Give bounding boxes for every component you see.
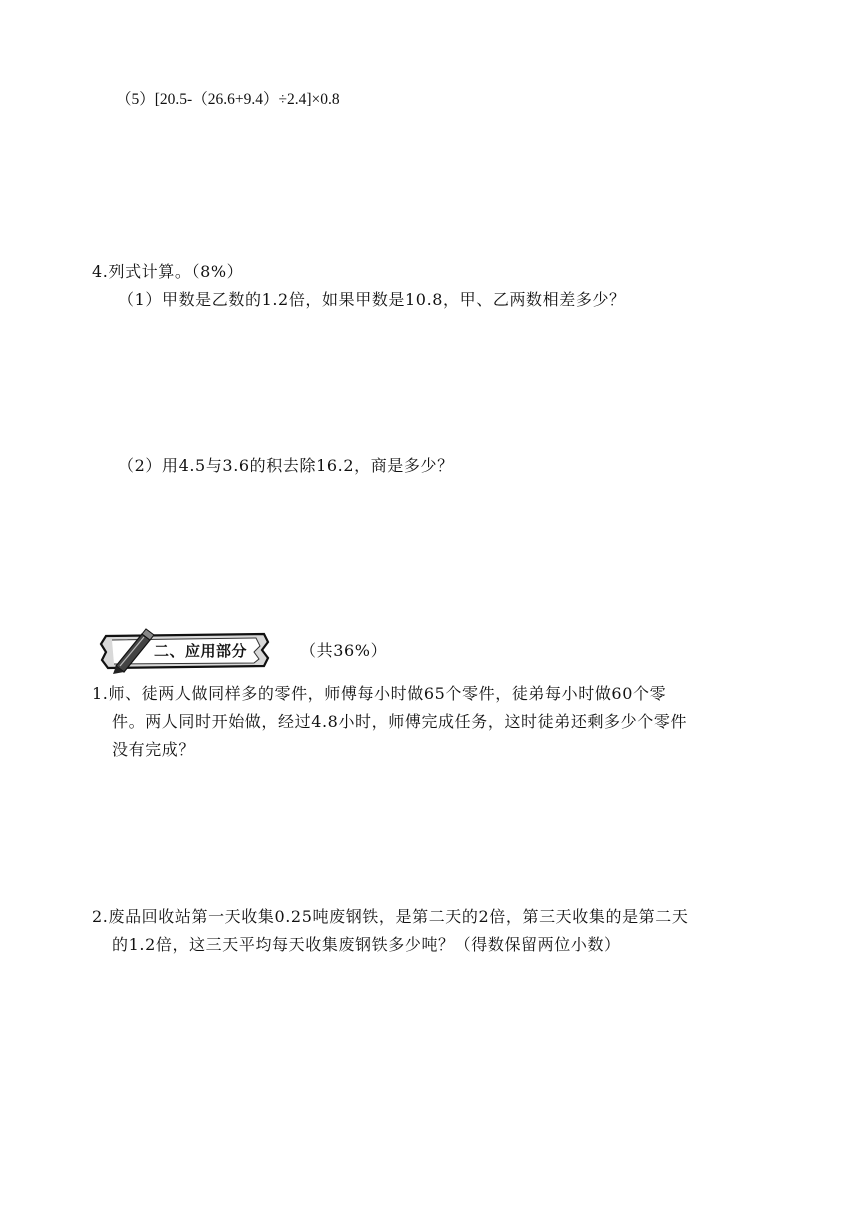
- section-4-heading: 4.列式计算。（8%）: [92, 262, 244, 281]
- part-2-score: （共36%）: [300, 641, 388, 660]
- problem-2-line-1: 2.废品回收站第一天收集0.25吨废钢铁，是第二天的2倍，第三天收集的是第二天: [92, 907, 689, 926]
- section-4-item-2: （2）用4.5与3.6的积去除16.2，商是多少？: [118, 456, 454, 475]
- problem-1-line-3: 没有完成？: [112, 740, 196, 759]
- banner-title: 二、应用部分: [154, 642, 248, 660]
- calc-question-5: （5）[20.5-（26.6+9.4）÷2.4]×0.8: [116, 91, 340, 108]
- section-4-item-1: （1）甲数是乙数的1.2倍，如果甲数是10.8，甲、乙两数相差多少？: [118, 290, 626, 309]
- problem-1-line-1: 1.师、徒两人做同样多的零件，师傅每小时做65个零件，徒弟每小时做60个零: [92, 684, 667, 703]
- section-banner: [96, 626, 276, 674]
- problem-2-line-2: 的1.2倍，这三天平均每天收集废钢铁多少吨？（得数保留两位小数）: [112, 935, 621, 954]
- problem-1-line-2: 件。两人同时开始做，经过4.8小时，师傅完成任务，这时徒弟还剩多少个零件: [112, 712, 688, 731]
